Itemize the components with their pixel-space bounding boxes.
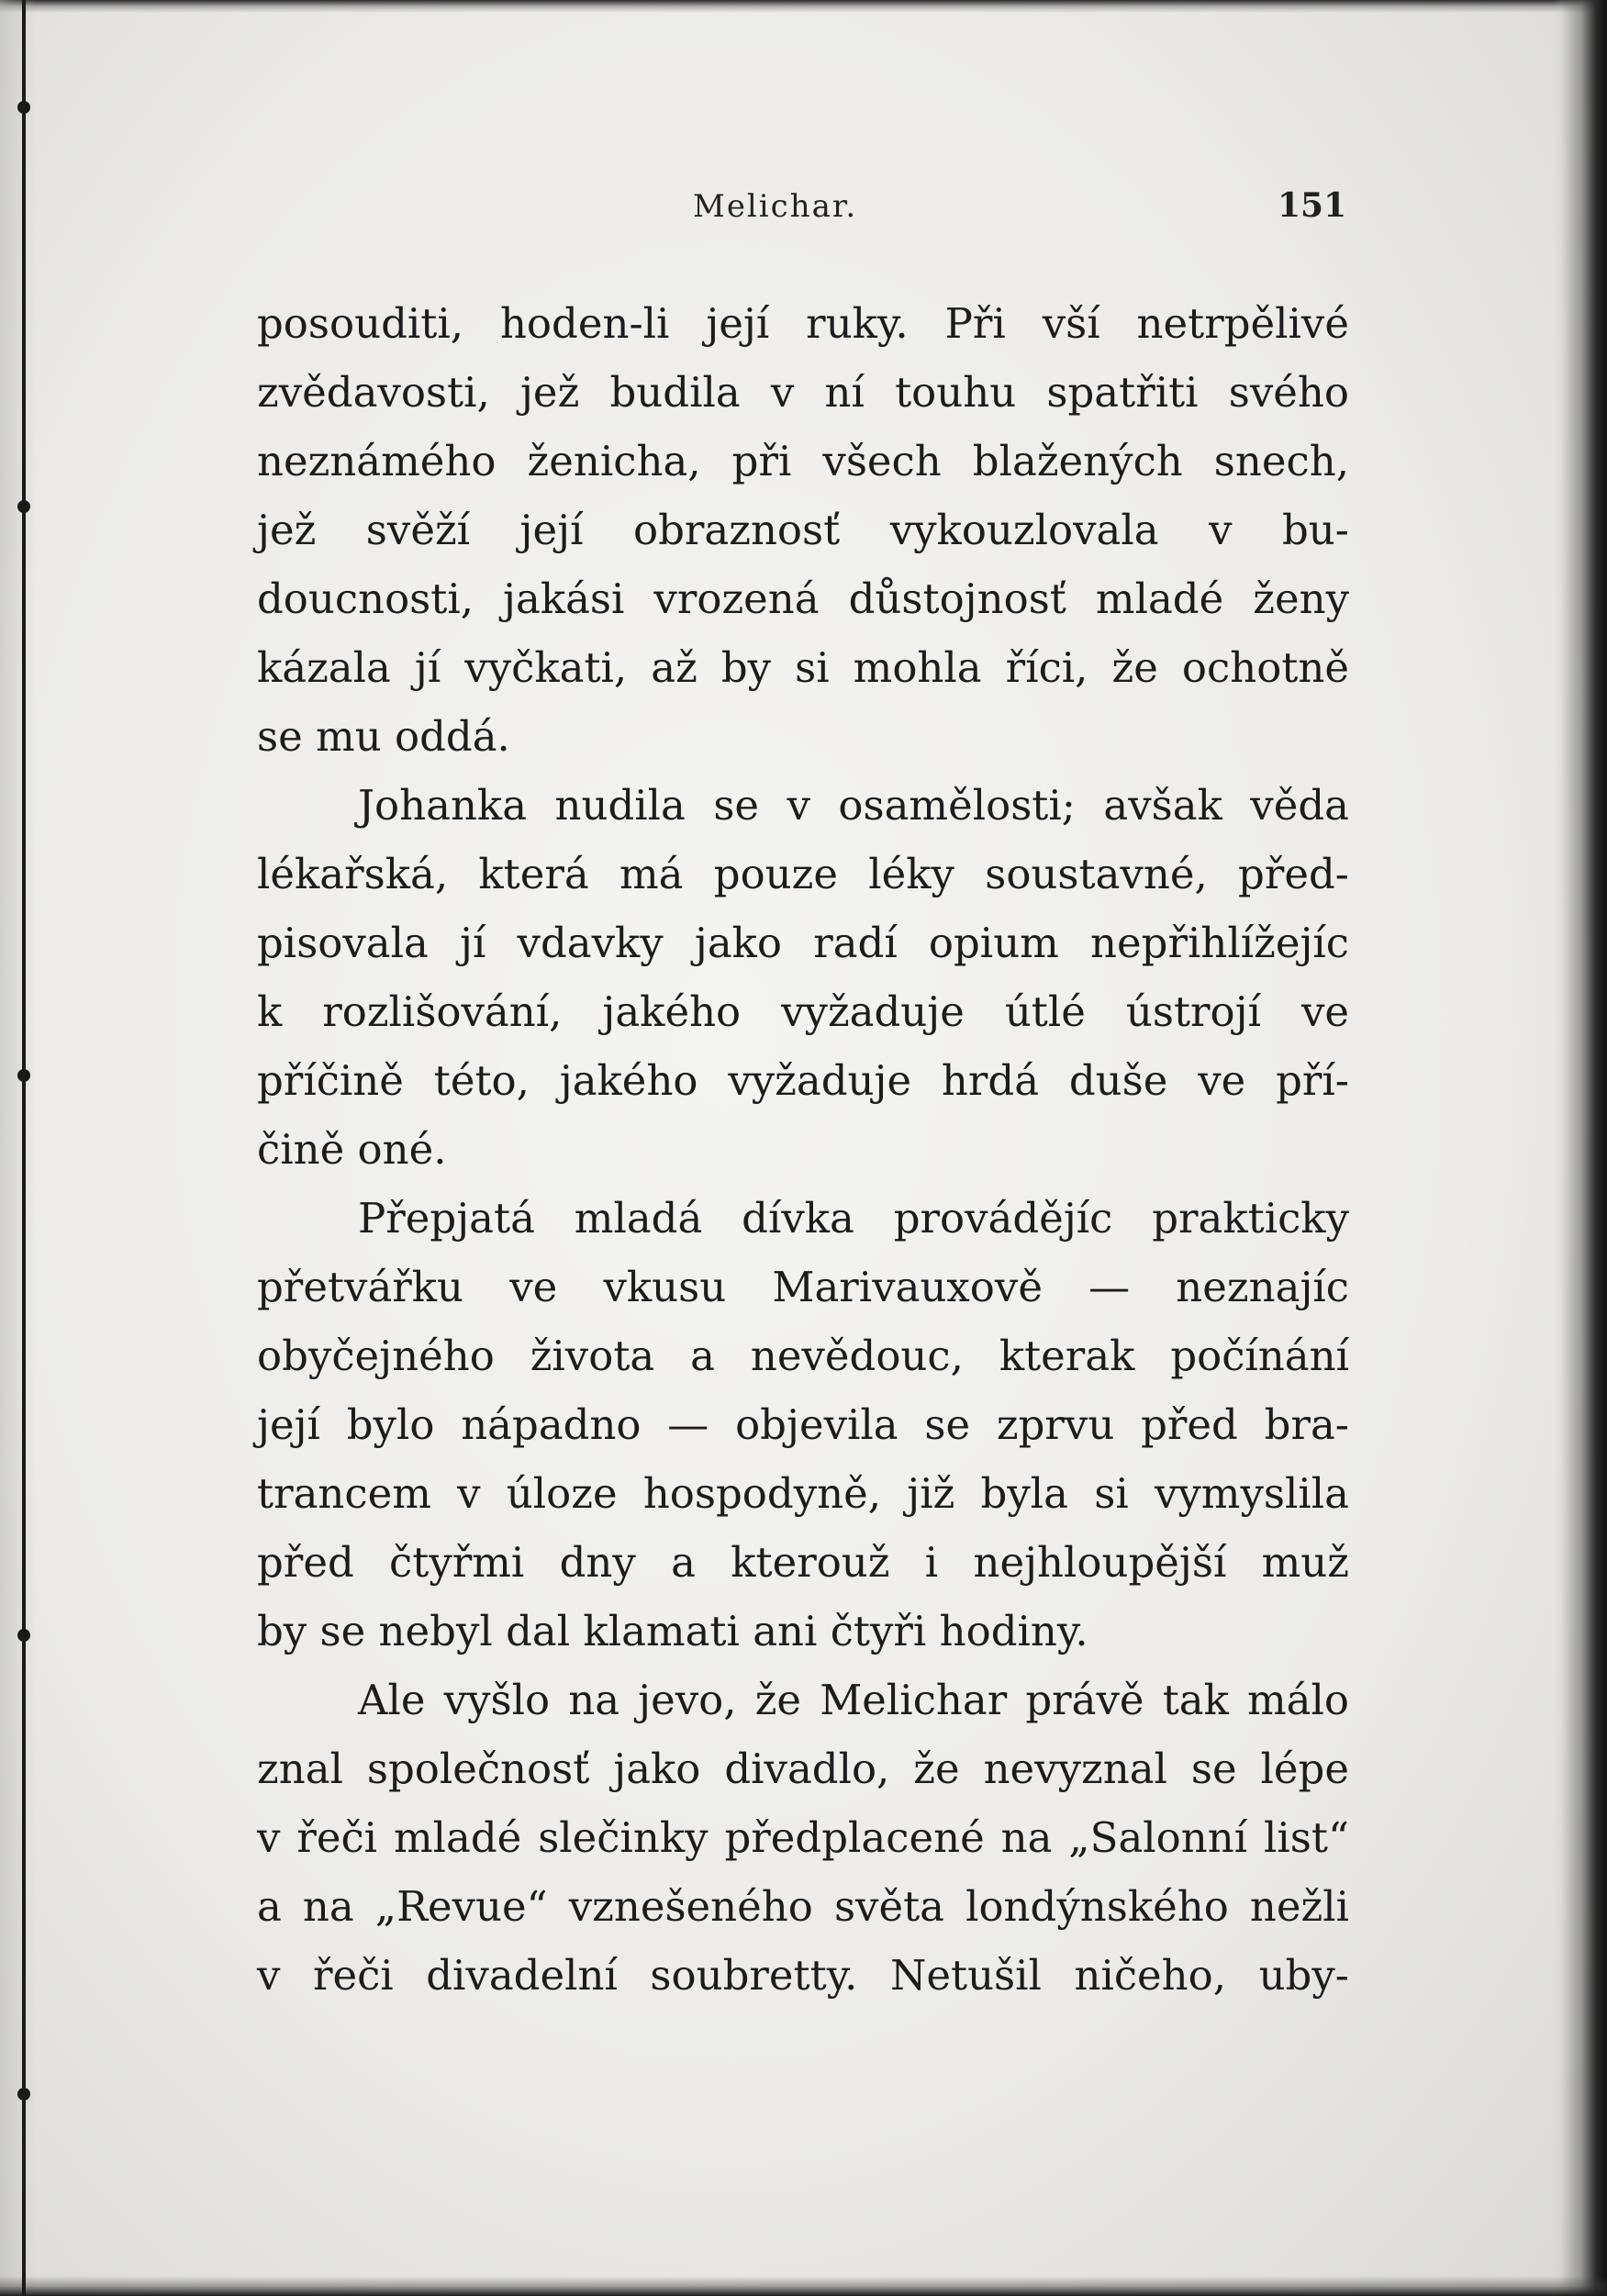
text-line: příčině této, jakého vyžaduje hrdá duše ve pří-: [257, 1056, 1349, 1105]
text-line: a na „Revue“ vznešeného světa londýnského nežli: [257, 1882, 1349, 1931]
text-line: jež svěží její obraznosť vykouzlovala v bu-: [257, 506, 1349, 554]
text-line: v řeči divadelní soubretty. Netušil ničeho, uby-: [257, 1951, 1349, 2000]
text-line: obyčejného života a nevědouc, kterak počínání: [257, 1332, 1349, 1380]
binding-mark: [17, 2088, 30, 2101]
text-line: Ale vyšlo na jevo, že Melichar právě tak málo: [358, 1676, 1349, 1724]
text-line: znal společnosť jako divadlo, že nevyznal se lépe: [257, 1744, 1349, 1793]
text-line: doucnosti, jakási vrozená důstojnosť mladé ženy: [257, 574, 1349, 623]
text-line: lékařská, která má pouze léky soustavné, před-: [257, 850, 1349, 898]
scan-edge-top: [0, 0, 1607, 13]
text-line: neznámého ženicha, při všech blažených snech,: [257, 437, 1349, 485]
text-line: čině oné.: [257, 1125, 447, 1174]
binding-mark: [17, 1629, 30, 1642]
text-line: k rozlišování, jakého vyžaduje útlé ústrojí ve: [257, 987, 1349, 1036]
scan-edge-left: [0, 0, 37, 2296]
binding-mark: [17, 1069, 30, 1082]
text-line: pisovala jí vdavky jako radí opium nepřihlížejíc: [257, 919, 1349, 967]
text-line: zvědavosti, jež budila v ní touhu spatřiti svého: [257, 368, 1349, 417]
scan-edge-right: [1552, 0, 1607, 2296]
scan-edge-bottom: [0, 2276, 1607, 2296]
text-line: přetvářku ve vkusu Marivauxově — neznajíc: [257, 1263, 1349, 1311]
text-line: se mu oddá.: [257, 712, 510, 761]
text-line: Přepjatá mladá dívka provádějíc prakticky: [358, 1194, 1349, 1243]
page-number: 151: [1278, 186, 1347, 225]
text-line: v řeči mladé slečinky předplacené na „Salonní list“: [257, 1813, 1349, 1862]
text-line: trancem v úloze hospodyně, již byla si vymyslila: [257, 1469, 1349, 1518]
body-text: [257, 289, 1349, 2010]
binding-mark: [17, 500, 30, 513]
binding-line: [22, 0, 26, 2296]
text-line: posouditi, hoden-li její ruky. Při vší netrpělivé: [257, 299, 1349, 348]
binding-mark: [17, 101, 30, 114]
text-line: kázala jí vyčkati, až by si mohla říci, že ochotně: [257, 643, 1349, 692]
text-line: její bylo nápadno — objevila se zprvu před bra-: [257, 1400, 1349, 1449]
running-header-title: Melichar.: [693, 188, 858, 225]
text-line: před čtyřmi dny a kterouž i nejhloupější muž: [257, 1538, 1349, 1587]
text-line: Johanka nudila se v osamělosti; avšak věda: [358, 781, 1349, 830]
text-line: by se nebyl dal klamati ani čtyři hodiny.: [257, 1607, 1088, 1655]
